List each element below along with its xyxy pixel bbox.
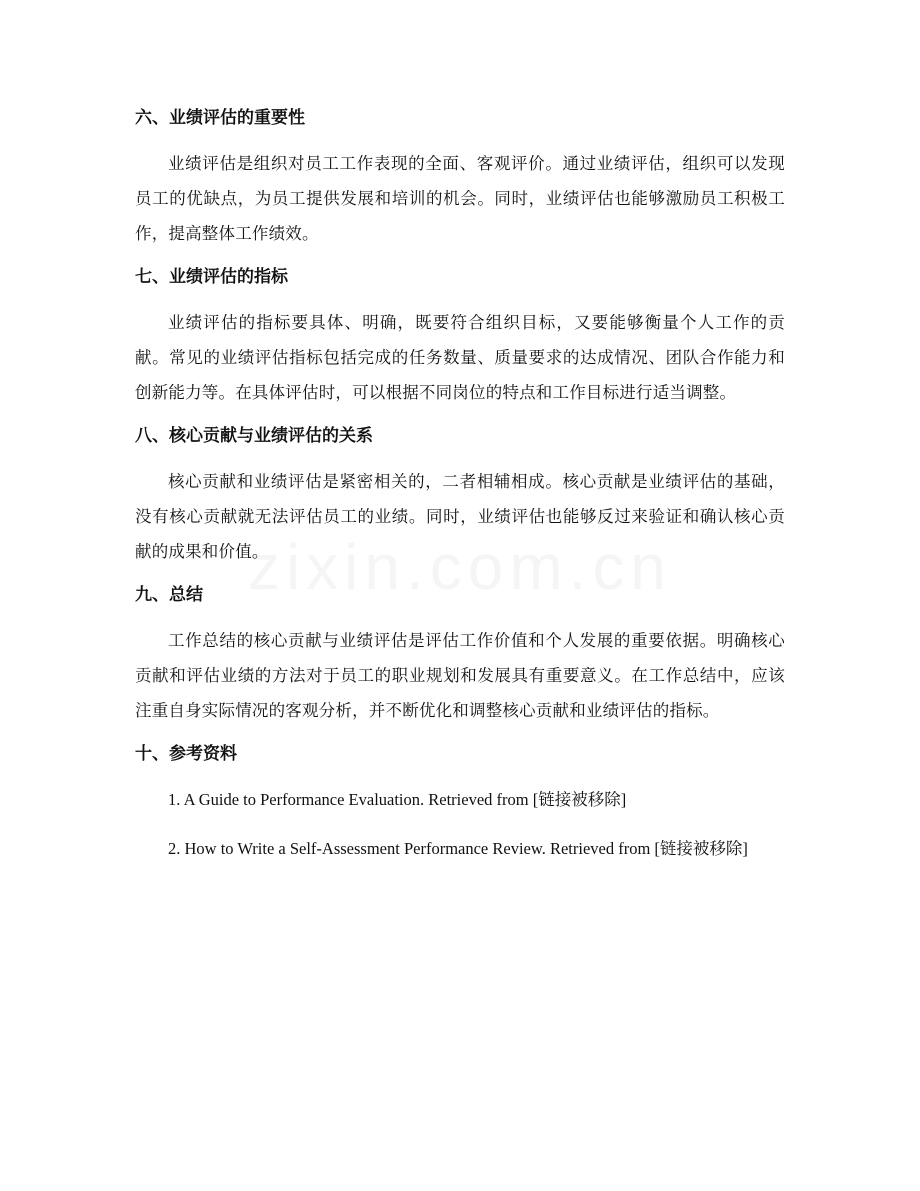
section-heading: 十、参考资料 — [135, 744, 237, 764]
section-paragraph: 业绩评估是组织对员工工作表现的全面、客观评价。通过业绩评估，组织可以发现员工的优缺点，为员工提供发展和培训的机会。同时，业绩评估也能够激励员工积极工作，提高整体工作绩效。 — [135, 154, 785, 243]
section-relationship — [135, 422, 785, 569]
section-indicators — [135, 263, 785, 410]
section-importance — [135, 104, 785, 251]
section-paragraph: 工作总结的核心贡献与业绩评估是评估工作价值和个人发展的重要依据。明确核心贡献和评估业绩的方法对于员工的职业规划和发展具有重要意义。在工作总结中，应该注重自身实际情况的客观分析，并不断优化和调整核心贡献和业绩评估的指标。 — [135, 631, 785, 720]
document-body — [135, 104, 785, 880]
reference-item: 1. A Guide to Performance Evaluation. Retrieved from [链接被移除] — [168, 790, 627, 809]
reference-item: 2. How to Write a Self-Assessment Performance Review. Retrieved from [链接被移除] — [168, 839, 748, 858]
reference-list — [135, 782, 785, 866]
section-paragraph: 核心贡献和业绩评估是紧密相关的，二者相辅相成。核心贡献是业绩评估的基础，没有核心贡献就无法评估员工的业绩。同时，业绩评估也能够反过来验证和确认核心贡献的成果和价值。 — [135, 472, 785, 561]
section-paragraph: 业绩评估的指标要具体、明确，既要符合组织目标，又要能够衡量个人工作的贡献。常见的业绩评估指标包括完成的任务数量、质量要求的达成情况、团队合作能力和创新能力等。在具体评估时，可以根据不同岗位的特点和工作目标进行适当调整。 — [135, 313, 785, 402]
section-summary — [135, 581, 785, 728]
section-heading: 六、业绩评估的重要性 — [135, 108, 305, 128]
section-heading: 八、核心贡献与业绩评估的关系 — [135, 426, 373, 446]
section-heading: 七、业绩评估的指标 — [135, 267, 288, 287]
section-heading: 九、总结 — [135, 585, 203, 605]
watermark: zixin.com.cn — [247, 531, 673, 603]
section-references — [135, 740, 785, 866]
